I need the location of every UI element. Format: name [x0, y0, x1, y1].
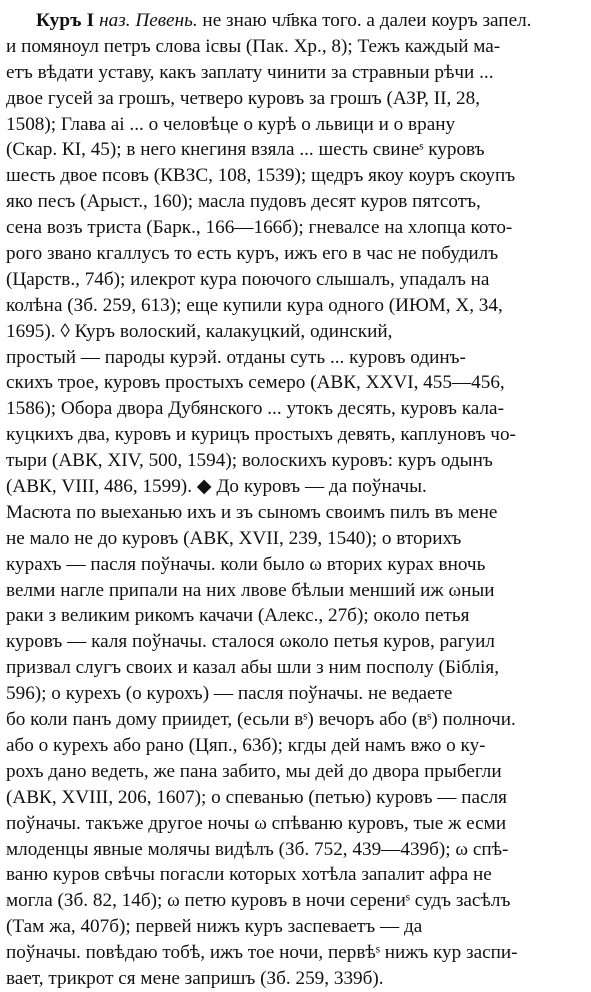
entry-text-line: (АВК, XVIII, 206, 1607); о спеванью (петью) куровъ — пасля [6, 786, 507, 808]
entry-text-line: поўначы. такъже другое ночы ω спѣваню куровъ, тые ж есми [6, 812, 507, 834]
entry-body [6, 34, 581, 992]
entry-text-line: (Там жа, 407б); первей нижъ куръ заспеваетъ — да [6, 916, 423, 938]
entry-text-line: бо коли панъ дому приидет, (есьли вˢ) вечоръ або (вˢ) полночи. [6, 709, 516, 731]
entry-text-line: (Царств., 74б); илекрот кура поючого слышалъ, упадалъ на [6, 268, 490, 290]
entry-text-line: тыри (АВК, XIV, 500, 1594); волоскихъ куровъ: куръ одынъ [6, 450, 493, 472]
entry-text-line: рохъ дано ведеть, же пана забито, мы дей до двора прыбегли [6, 760, 502, 782]
entry-text-line: яко песъ (Арыст., 160); масла пудовъ десят куров пятсотъ, [6, 191, 481, 213]
entry-text-line: 1586); Обора двора Дубянского ... утокъ десять, куровъ кала- [6, 398, 504, 420]
entry-text-line: скихъ трое, куровъ простыхъ семеро (АВК, XXVI, 455—456, [6, 372, 505, 394]
entry-text-line: етъ вѣдати уставу, какъ заплату чинити за стравныи рѣчи ... [6, 61, 494, 83]
entry-first-line-text: не знаю чл҃вка того. а далеи коуръ запел. [202, 10, 532, 31]
entry-text-line: колѣна (Зб. 259, 613); еще купили кура одного (ИЮМ, X, 34, [6, 294, 503, 316]
entry-text-line: 596); о курехъ (о курохъ) — пасля поўначы. не ведаете [6, 683, 453, 705]
entry-text-line: сена возъ триста (Барк., 166—166б); гневалсе на хлопца кото- [6, 217, 513, 239]
entry-text-line: шесть двое псовъ (КВЗС, 108, 1539); щедръ якоу коуръ скоупъ [6, 165, 516, 187]
entry-text-line: не мало не до куровъ (АВК, XVII, 239, 1540); о вторихъ [6, 527, 462, 549]
entry-text-line: велми нагле припали на них лвове бѣлыи менший иж ωныи [6, 579, 495, 601]
entry-text-line: (АВК, VIII, 486, 1599). ◆ До куровъ — да поўначы. [6, 476, 427, 498]
entry-text-line: 1508); Глава аі ... о человѣце о курѣ о львици и о врану [6, 113, 456, 135]
entry-text-line: куровъ — каля поўначы. сталося ωколо петья куров, рагуил [6, 631, 495, 653]
entry-text-line: 1695). ◊ Куръ волоский, калакуцкий, одинский, [6, 320, 393, 342]
entry-text-line: Масюта по выеханью ихъ и зъ сыномъ своимъ пилъ въ мене [6, 501, 498, 523]
entry-text-line: раки з великим рикомъ качачи (Алекс., 27б); около петья [6, 605, 470, 627]
entry-text-line: поўначы. повѣдаю тобѣ, ижъ тое ночи, первѣˢ нижъ кур заспи- [6, 942, 518, 964]
entry-headword: Куръ I [36, 10, 95, 31]
entry-text-line: курахъ — пасля поўначы. коли было ω вторих курах вночь [6, 553, 486, 575]
entry-text-line: (Скар. КІ, 45); в него кнегиня взяла ... шесть свинеˢ куровъ [6, 139, 485, 161]
entry-text-line: призвал слугъ своих и казал абы шли з ним посполу (Біблія, [6, 657, 500, 679]
entry-text-line: або о курехъ або рано (Цяп., 63б); кгды дей намъ вжо о ку- [6, 734, 486, 756]
entry-text-line: и помяноул петръ слова ісвы (Пак. Хр., 8); Тежъ каждый ма- [6, 35, 501, 57]
entry-text-line: ваню куров свѣчы погасли которых хотѣла запалит афра не [6, 864, 492, 886]
entry-grammar-note: наз. Певень. [99, 10, 198, 31]
entry-text-line: млоденцы явные молячы видѣлъ (Зб. 752, 439—439б); ω спѣ- [6, 838, 509, 860]
entry-text-line: простый — пароды курэй. отданы суть ... куровъ одинъ- [6, 346, 466, 368]
entry-text-line: двое гусей за грошъ, четверо куровъ за грошъ (АЗР, II, 28, [6, 87, 481, 109]
entry-first-line [6, 8, 581, 34]
entry-text-line: вает, трикрот ся мене запришъ (Зб. 259, 339б). [6, 967, 384, 989]
entry-text-line: рого звано кгаллусъ то есть куръ, ижъ его в час не побудилъ [6, 243, 499, 265]
entry-text-line: куцкихъ два, куровъ и курицъ простыхъ девять, каплуновъ чо- [6, 424, 516, 446]
entry-text-line: могла (Зб. 82, 14б); ω петю куровъ в ночи серениˢ судъ засѣлъ [6, 890, 511, 912]
